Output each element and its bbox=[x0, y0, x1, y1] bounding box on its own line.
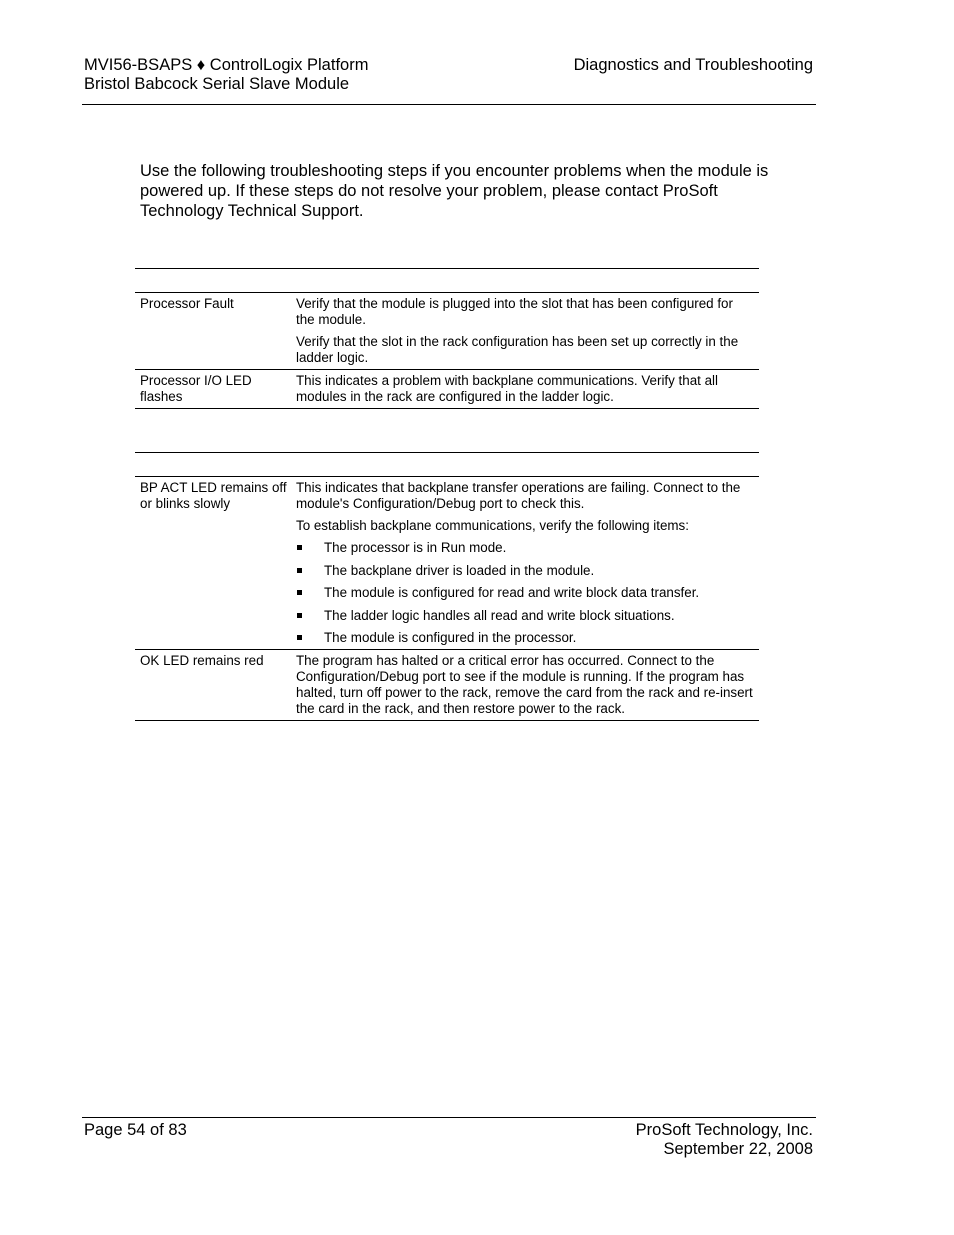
bullet-icon bbox=[297, 545, 302, 550]
table-row bbox=[135, 293, 759, 370]
checklist-item: The processor is in Run mode. bbox=[296, 540, 753, 556]
step-text: This indicates that backplane transfer operations are failing. Connect to the module's Configuration/Debug port to check this. bbox=[296, 480, 741, 511]
table-row bbox=[135, 477, 759, 650]
checklist-item: The backplane driver is loaded in the module. bbox=[296, 563, 753, 579]
checklist-item: The module is configured in the processor. bbox=[296, 630, 753, 646]
problem-cell: Processor Fault bbox=[140, 296, 234, 311]
header-rule bbox=[82, 104, 816, 105]
footer-company: ProSoft Technology, Inc. bbox=[635, 1121, 813, 1139]
table-row bbox=[135, 370, 759, 409]
bullet-icon bbox=[297, 568, 302, 573]
steps-cell bbox=[296, 296, 759, 366]
footer-date: September 22, 2008 bbox=[663, 1140, 813, 1158]
footer-right bbox=[636, 1121, 813, 1159]
header-product-name: Bristol Babcock Serial Slave Module bbox=[84, 75, 350, 93]
steps-cell bbox=[296, 480, 759, 646]
bullet-icon bbox=[297, 635, 302, 640]
bullet-icon bbox=[297, 590, 302, 595]
steps-cell bbox=[296, 373, 759, 405]
problem-cell: Processor I/O LED flashes bbox=[140, 373, 252, 404]
table-header-row bbox=[135, 452, 759, 477]
checklist-item: The ladder logic handles all read and write block situations. bbox=[296, 608, 753, 624]
step-text: The program has halted or a critical error has occurred. Connect to the Configuration/Debug port to see if the module is running. If the program has halted, turn off power to the rack, remove the card from the rack and re-insert the card in the rack, and then restore power to the rack. bbox=[296, 653, 753, 716]
bullet-icon bbox=[297, 613, 302, 618]
step-text: Verify that the module is plugged into the slot that has been configured for the module. bbox=[296, 296, 733, 327]
steps-cell bbox=[296, 653, 759, 717]
step-text: Verify that the slot in the rack configuration has been set up correctly in the ladder logic. bbox=[296, 334, 739, 365]
step-text: This indicates a problem with backplane communications. Verify that all modules in the rack are configured in the ladder logic. bbox=[296, 373, 719, 404]
footer-rule bbox=[82, 1117, 816, 1118]
checklist bbox=[296, 540, 753, 646]
problem-cell: OK LED remains red bbox=[140, 653, 264, 668]
troubleshooting-table-1 bbox=[135, 268, 759, 409]
header-product-line: MVI56-BSAPS ♦ ControlLogix Platform bbox=[84, 56, 369, 74]
troubleshooting-table-2 bbox=[135, 452, 759, 721]
page-number: Page 54 of 83 bbox=[84, 1121, 187, 1139]
problem-cell: BP ACT LED remains off or blinks slowly bbox=[140, 480, 287, 511]
header-left bbox=[84, 56, 368, 94]
step-text: To establish backplane communications, verify the following items: bbox=[296, 518, 689, 533]
table-row bbox=[135, 650, 759, 721]
header-section-title: Diagnostics and Troubleshooting bbox=[573, 56, 813, 74]
table-header-row bbox=[135, 268, 759, 293]
intro-paragraph: Use the following troubleshooting steps if you encounter problems when the module is powered up. If these steps do not resolve your problem, please contact ProSoft Technology Technical Support. bbox=[140, 162, 769, 220]
checklist-item: The module is configured for read and write block data transfer. bbox=[296, 585, 753, 601]
